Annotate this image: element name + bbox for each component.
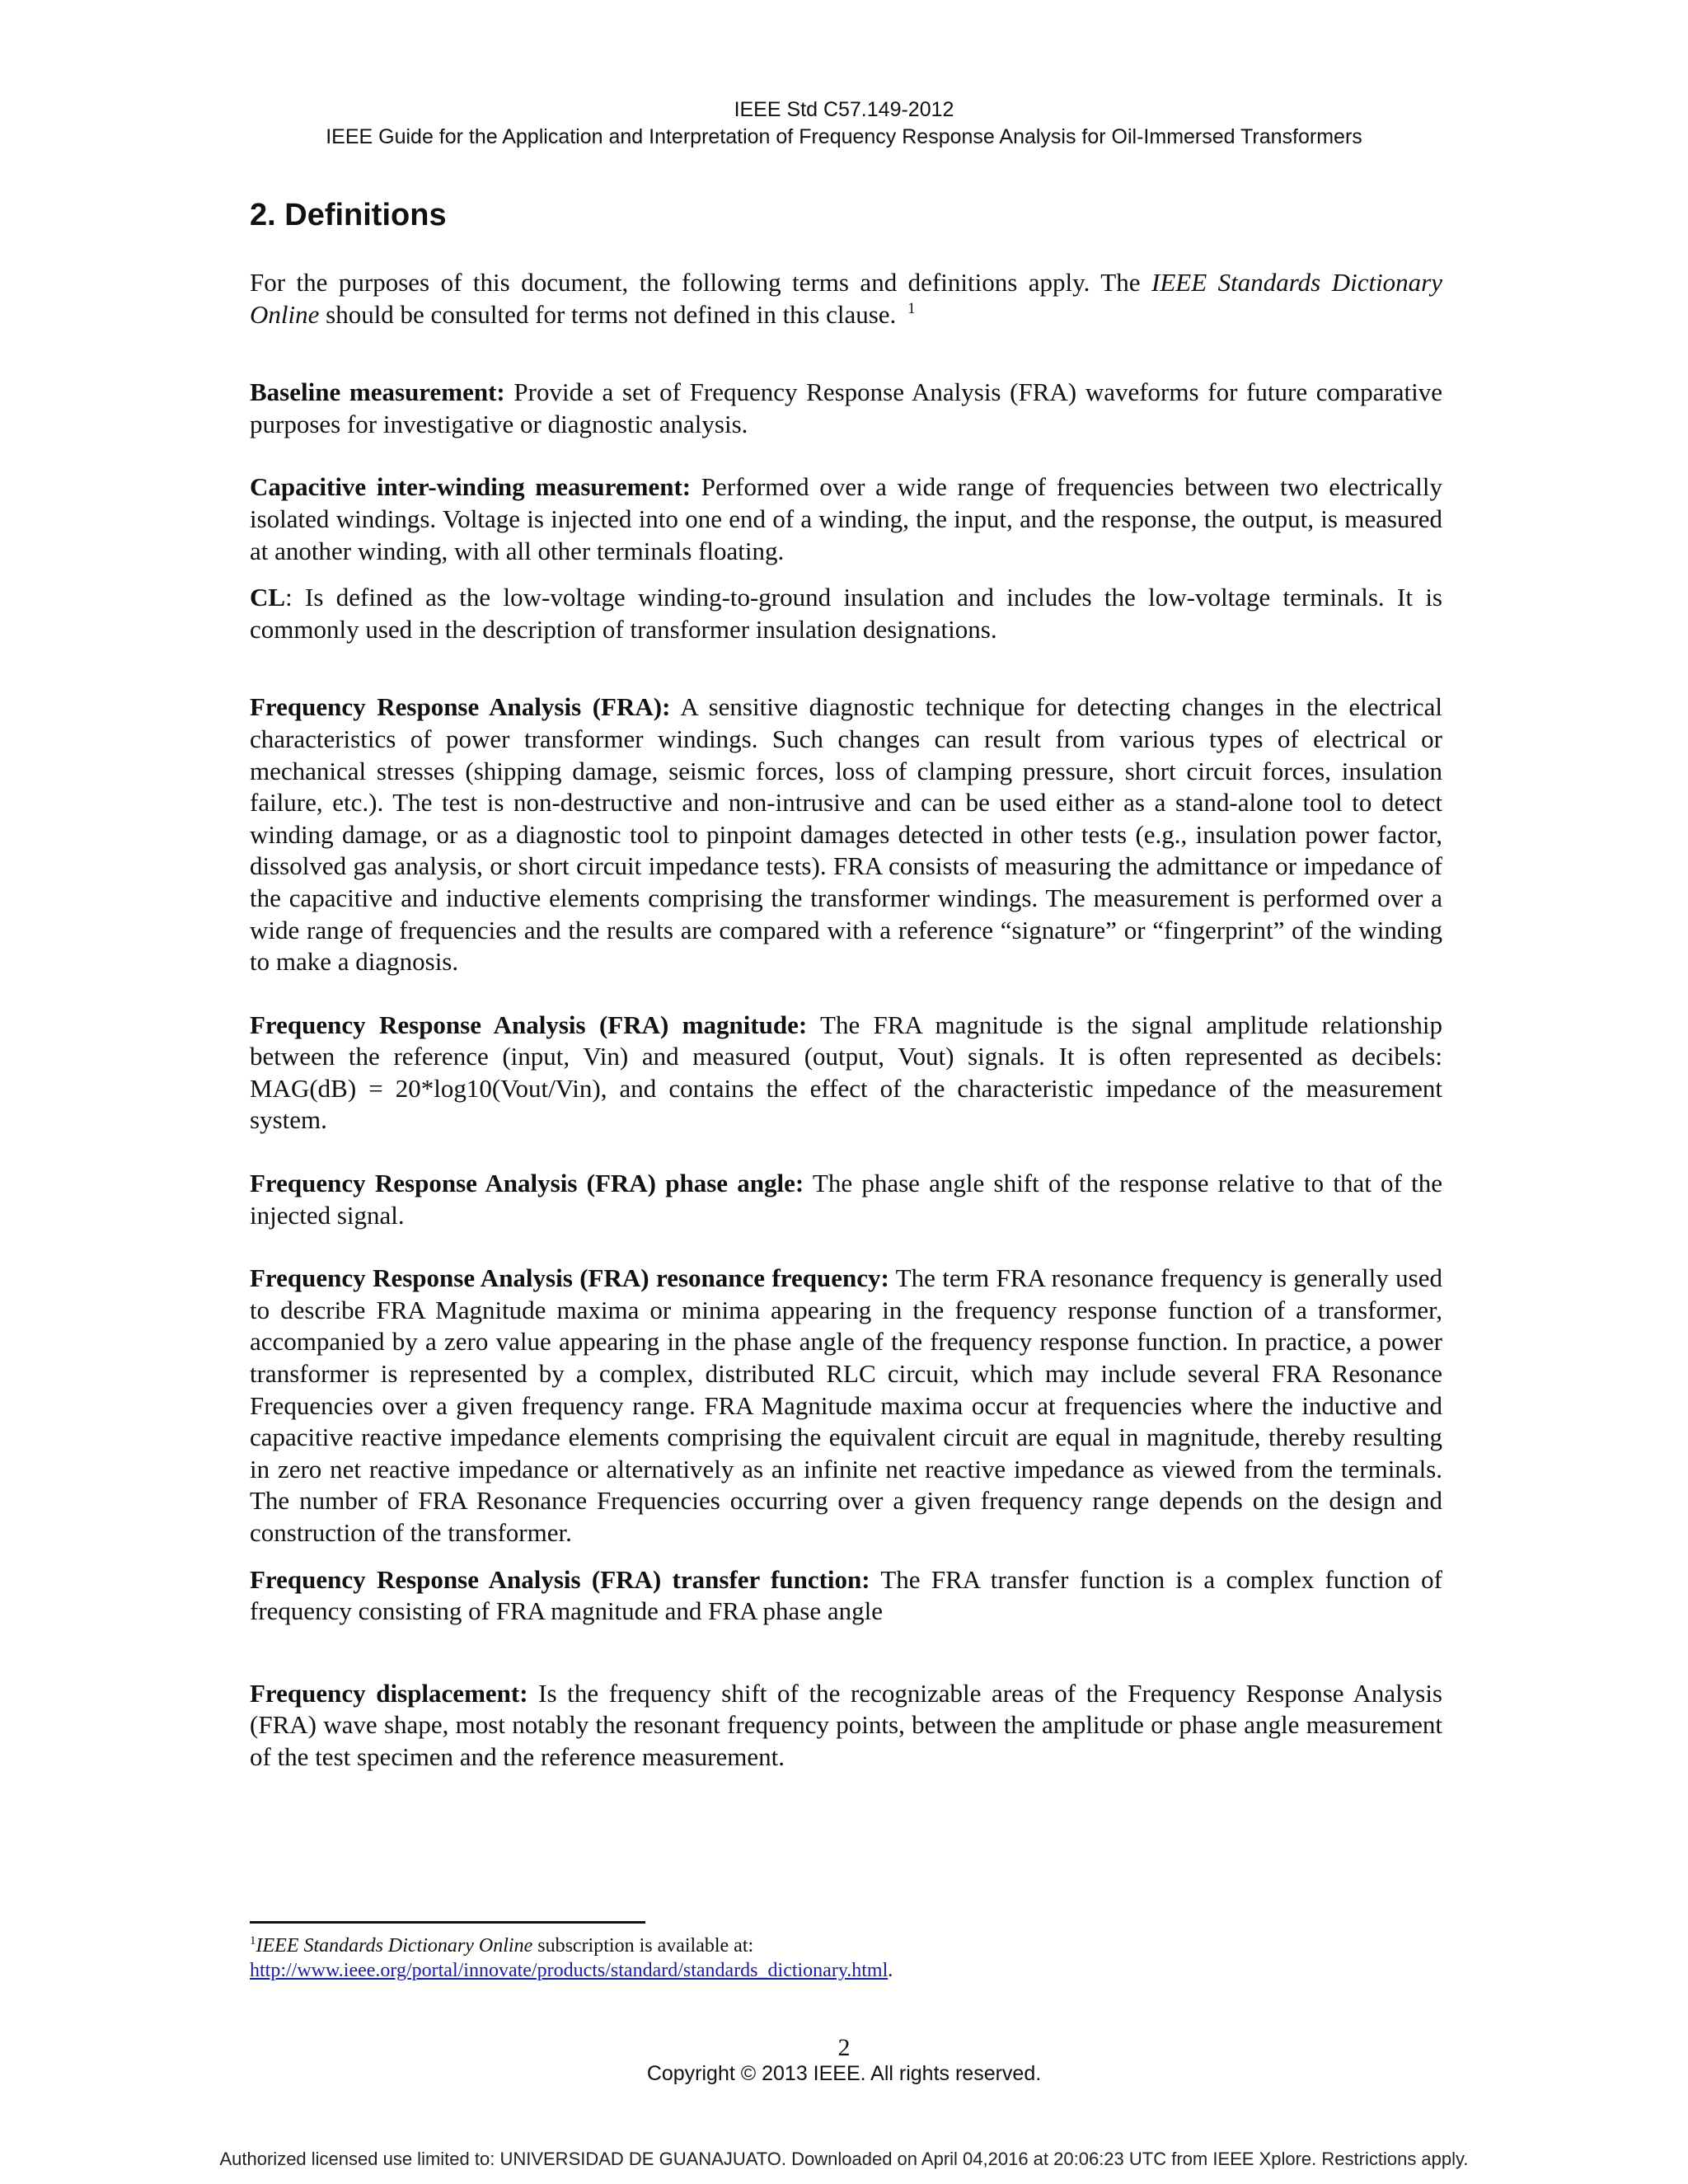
- definition-text: The FRA transfer function is a complex function of frequency consisting of FRA magnitude and FRA phase angle: [250, 1564, 1442, 1626]
- footnote-line-1: [250, 1933, 1321, 1958]
- section-title: 2. Definitions: [250, 198, 447, 232]
- intro-paragraph: [250, 267, 1442, 330]
- definition-text: The phase angle shift of the response relative to that of the injected signal.: [250, 1169, 1442, 1230]
- footnote-link-period: .: [888, 1960, 893, 1981]
- definition-fra-transfer-function: [250, 1564, 1442, 1628]
- definition-term: Baseline measurement:: [250, 377, 505, 407]
- definition-text: A sensitive diagnostic technique for detecting changes in the electrical characteristics of power transformer windings. Such changes can result from various types of electrical or mechanical stresses (shipping damage, seismic forces, loss of clamping pressure, short circuit forces, insulation failure, etc.). The test is non-destructive and non-intrusive and can be used either as a stand-alone tool to detect winding damage, or as a diagnostic tool to pinpoint damages detected in other tests (e.g., insulation power factor, dissolved gas analysis, or short circuit impedance tests). FRA consists of measuring the admittance or impedance of the capacitive and inductive elements comprising the transformer windings. The measurement is performed over a wide range of frequencies and the results are compared with a reference “signature” or “fingerprint” of the winding to make a diagnosis.: [250, 692, 1442, 977]
- footnote-link[interactable]: http://www.ieee.org/portal/innovate/products/standard/standards_dictionary.html: [250, 1960, 889, 1981]
- copyright-notice: Copyright © 2013 IEEE. All rights reserved.: [646, 2062, 1042, 2085]
- definition-text: Provide a set of Frequency Response Analysis (FRA) waveforms for future comparative purposes for investigative or diagnostic analysis.: [250, 377, 1442, 438]
- definition-term: Frequency Response Analysis (FRA):: [250, 692, 671, 722]
- intro-text-before: For the purposes of this document, the following terms and definitions apply. The: [250, 268, 1151, 297]
- definition-term: Frequency Response Analysis (FRA) phase angle:: [250, 1169, 804, 1198]
- license-notice: Authorized licensed use limited to: UNIVERSIDAD DE GUANAJUATO. Downloaded on April 04,2016 at 20:06:23 UTC from IEEE Xplore. Restrictions apply.: [219, 2149, 1469, 2169]
- definition-frequency-displacement: [250, 1678, 1442, 1774]
- definition-fra-phase-angle: [250, 1168, 1442, 1231]
- footnote-line-2: [250, 1958, 1321, 1983]
- definition-term: Frequency Response Analysis (FRA) transfer function:: [250, 1564, 870, 1594]
- footnote: [250, 1933, 1321, 1983]
- definition-term: Frequency Response Analysis (FRA) magnitude:: [250, 1010, 808, 1039]
- definition-text: : Is defined as the low-voltage winding-to-ground insulation and includes the low-voltage terminals. It is commonly used in the description of transformer insulation designations.: [250, 583, 1442, 644]
- definition-cl: [250, 582, 1442, 645]
- footnote-number: 1: [250, 1934, 256, 1947]
- definition-text: The FRA magnitude is the signal amplitude relationship between the reference (input, Vin) and measured (output, Vout) signals. It is often represented as decibels: MAG(dB) = 20*log10(Vout/Vin), and contains the effect of the characteristic impedance of the measurement system.: [250, 1010, 1443, 1135]
- definition-text: The term FRA resonance frequency is generally used to describe FRA Magnitude maxima or minima appearing in the frequency response function of a transformer, accompanied by a zero value appearing in the phase angle of the frequency response function. In practice, a power transformer is represented by a complex, distributed RLC circuit, which may include several FRA Resonance Frequencies over a given frequency range. FRA Magnitude maxima occur at frequencies where the inductive and capacitive reactive impedance elements comprising the equivalent circuit are equal in magnitude, thereby resulting in zero net reactive impedance or alternatively as an infinite net reactive impedance as viewed from the terminals. The number of FRA Resonance Frequencies occurring over a given frequency range depends on the design and construction of the transformer.: [250, 1263, 1442, 1547]
- main-content: [250, 196, 1442, 1774]
- footnote-reference[interactable]: 1: [907, 299, 916, 317]
- definition-baseline-measurement: [250, 377, 1442, 440]
- footnote-text: subscription is available at:: [532, 1935, 754, 1957]
- page-number: 2: [837, 2034, 851, 2061]
- definition-term: Capacitive inter-winding measurement:: [250, 472, 692, 502]
- intro-text-after: should be consulted for terms not defined in this clause.: [319, 299, 903, 329]
- definition-capacitive-inter-winding: [250, 471, 1442, 567]
- definition-text: Performed over a wide range of frequencies between two electrically isolated windings. Voltage is injected into one end of a winding, the input, and the response, the output, is measured at another winding, with all other terminals floating.: [250, 472, 1442, 565]
- footnote-separator: [250, 1921, 645, 1924]
- definition-term: Frequency Response Analysis (FRA) resonance frequency:: [250, 1263, 889, 1293]
- footnote-dictionary-title: IEEE Standards Dictionary Online: [256, 1935, 533, 1957]
- running-header-standard-number: IEEE Std C57.149-2012: [734, 98, 954, 121]
- running-header-title: IEEE Guide for the Application and Interpretation of Frequency Response Analysis for Oil-Immersed Transformers: [326, 125, 1362, 148]
- definition-fra-resonance-frequency: [250, 1263, 1442, 1549]
- definition-fra: [250, 691, 1442, 977]
- intro-dictionary-title: IEEE Standards Dictionary Online: [250, 268, 1443, 329]
- definition-term: CL: [250, 583, 286, 612]
- definition-text: Is the frequency shift of the recognizable areas of the Frequency Response Analysis (FRA) wave shape, most notably the resonant frequency points, between the amplitude or phase angle measurement of the test specimen and the reference measurement.: [250, 1678, 1442, 1771]
- definition-term: Frequency displacement:: [250, 1678, 528, 1708]
- definition-fra-magnitude: [250, 1010, 1442, 1137]
